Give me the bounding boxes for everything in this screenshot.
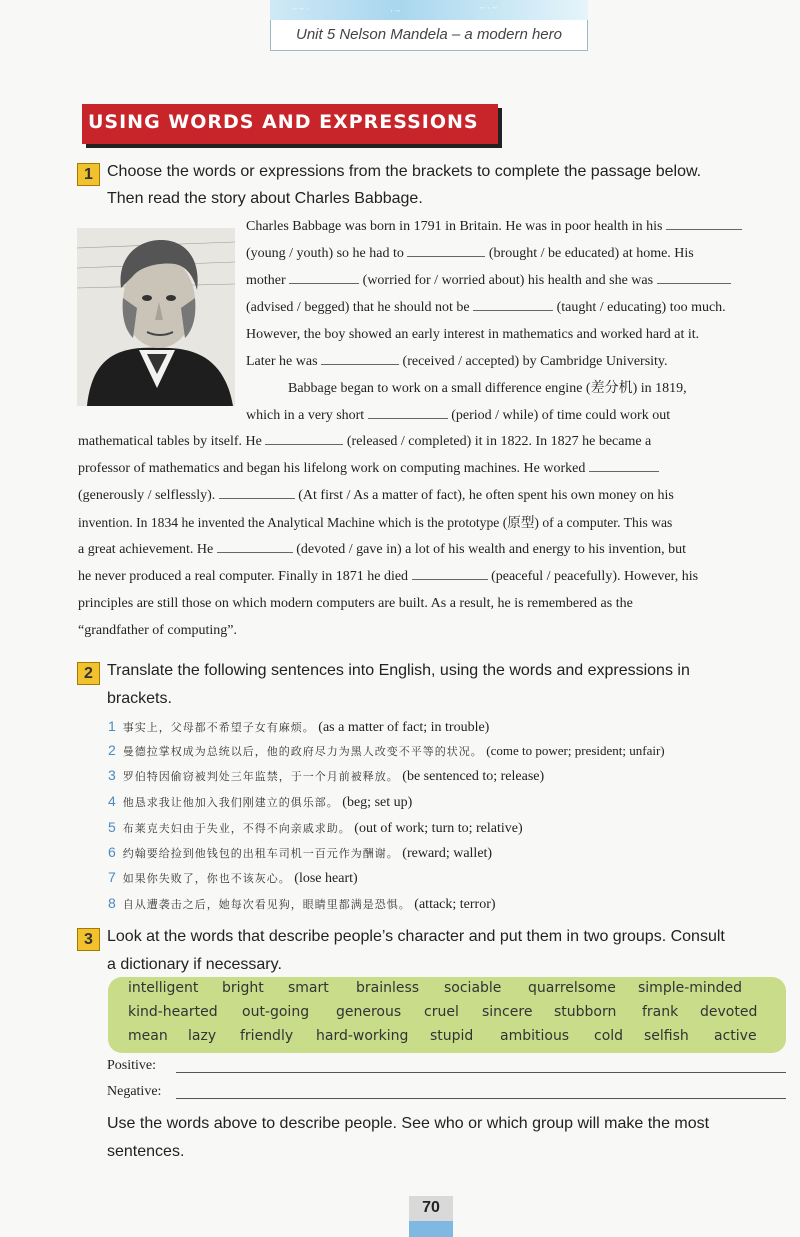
word-chip: devoted xyxy=(700,1004,758,1020)
hint-words: (lose heart) xyxy=(294,871,358,886)
passage-text: a great achievement. He xyxy=(78,542,214,557)
passage-text: (At first / As a matter of fact), he often spent his own money on his xyxy=(298,488,674,503)
passage-line-3 xyxy=(246,268,731,294)
chinese-sentence: 自从遭袭击之后，她每次看见狗，眼睛里都满是恐惧。 xyxy=(122,898,411,911)
passage-text: (period / while) of time could work out xyxy=(451,408,671,423)
passage-text: he never produced a real computer. Finally in 1871 he died xyxy=(78,569,409,584)
section-banner xyxy=(82,104,498,144)
passage-line-6 xyxy=(246,349,668,375)
passage-line-10 xyxy=(78,456,659,482)
answer-blank-12[interactable] xyxy=(412,565,488,580)
page-number-tab xyxy=(409,1196,453,1237)
passage-line-2 xyxy=(246,241,694,267)
word-chip: frank xyxy=(642,1004,679,1020)
task2-instruction-line2: brackets. xyxy=(107,690,172,707)
translation-item xyxy=(108,765,544,787)
passage-line-8 xyxy=(246,403,670,429)
hint-words: (come to power; president; unfair) xyxy=(486,743,665,758)
passage-text: Charles Babbage was born in 1791 in Britain. He was in poor health in his xyxy=(246,219,663,234)
section-title: USING WORDS AND EXPRESSIONS xyxy=(88,111,479,133)
passage-text: mother xyxy=(246,273,286,288)
answer-blank-3[interactable] xyxy=(289,269,359,284)
item-number: 5 xyxy=(108,819,116,835)
word-chip: mean xyxy=(128,1028,168,1044)
passage-text: (peaceful / peacefully). However, his xyxy=(491,569,699,584)
answer-blank-5[interactable] xyxy=(473,296,553,311)
chinese-sentence: 罗伯特因偷窃被判处三年监禁，于一个月前被释放。 xyxy=(122,770,399,783)
answer-blank-10[interactable] xyxy=(219,484,295,499)
passage-text: Later he was xyxy=(246,354,318,369)
passage-text: principles are still those on which modern computers are built. As a result, he is remembered as the xyxy=(78,596,633,611)
chinese-sentence: 如果你失败了，你也不该灰心。 xyxy=(122,872,291,885)
answer-blank-4[interactable] xyxy=(657,269,731,284)
word-chip: kind-hearted xyxy=(128,1004,218,1020)
passage-text: (received / accepted) by Cambridge University. xyxy=(402,354,668,369)
word-chip: ambitious xyxy=(500,1028,570,1044)
word-chip: hard-working xyxy=(316,1028,409,1044)
task3-followup-line1: Use the words above to describe people. See who or which group will make the most xyxy=(107,1115,710,1132)
item-number: 1 xyxy=(108,718,116,734)
task2-instruction-line1: Translate the following sentences into English, using the words and expressions in xyxy=(107,662,690,679)
hint-words: (be sentenced to; release) xyxy=(402,769,545,784)
word-chip: quarrelsome xyxy=(528,980,616,996)
passage-text: (worried for / worried about) his health and she was xyxy=(362,273,654,288)
passage-text: (released / completed) it in 1822. In 1827 he became a xyxy=(346,434,652,449)
chinese-sentence: 事实上，父母都不希望子女有麻烦。 xyxy=(122,721,315,734)
answer-blank-7[interactable] xyxy=(368,404,448,419)
unit-title: Unit 5 Nelson Mandela – a modern hero xyxy=(270,20,588,51)
answer-blank-9[interactable] xyxy=(589,457,659,472)
translation-item xyxy=(108,740,665,762)
word-chip: active xyxy=(714,1028,757,1044)
answer-blank-6[interactable] xyxy=(321,350,399,365)
passage-text: (devoted / gave in) a lot of his wealth and energy to his invention, but xyxy=(296,542,686,557)
item-number: 6 xyxy=(108,844,116,860)
answer-blank-2[interactable] xyxy=(407,242,485,257)
word-chip: friendly xyxy=(240,1028,294,1044)
word-chip: cruel xyxy=(424,1004,459,1020)
negative-answer-line[interactable] xyxy=(176,1098,786,1099)
answer-blank-11[interactable] xyxy=(217,538,293,553)
answer-blank-1[interactable] xyxy=(666,215,742,230)
passage-text: Babbage began to work on a small difference engine (差分机) in 1819, xyxy=(288,381,687,396)
header-decoration: ~ ~ · · ~ ~ · ~ xyxy=(270,0,588,20)
negative-label: Negative: xyxy=(107,1084,162,1099)
item-number: 2 xyxy=(108,742,116,758)
positive-label: Positive: xyxy=(107,1058,157,1073)
word-chip: generous xyxy=(336,1004,402,1020)
item-number: 8 xyxy=(108,895,116,911)
passage-text: (generously / selflessly). xyxy=(78,488,216,503)
word-chip: bright xyxy=(222,980,264,996)
word-chip: simple-minded xyxy=(638,980,743,996)
positive-answer-line[interactable] xyxy=(176,1072,786,1073)
page-number: 70 xyxy=(422,1199,440,1216)
passage-text: which in a very short xyxy=(246,408,365,423)
passage-line-5 xyxy=(246,322,699,348)
word-chip: out-going xyxy=(242,1004,310,1020)
word-chip: sociable xyxy=(444,980,502,996)
page-tab-accent xyxy=(409,1221,453,1237)
passage-text: invention. In 1834 he invented the Analytical Machine which is the prototype (原型) of a computer. This was xyxy=(78,515,673,530)
passage-text: (brought / be educated) at home. His xyxy=(488,246,694,261)
passage-line-9 xyxy=(78,429,651,455)
translation-item xyxy=(108,817,523,839)
word-chip: cold xyxy=(594,1028,624,1044)
word-chip: sincere xyxy=(482,1004,533,1020)
hint-words: (beg; set up) xyxy=(342,795,413,810)
task-number-2: 2 xyxy=(77,662,100,685)
item-number: 7 xyxy=(108,869,116,885)
item-number: 4 xyxy=(108,793,116,809)
task-number-3: 3 xyxy=(77,928,100,951)
passage-text: (young / youth) so he had to xyxy=(246,246,404,261)
translation-item xyxy=(108,716,489,738)
word-chip: intelligent xyxy=(128,980,199,996)
translation-item xyxy=(108,893,496,915)
translation-item xyxy=(108,842,492,864)
word-chip: selfish xyxy=(644,1028,689,1044)
task3-instruction-line1: Look at the words that describe people’s character and put them in two groups. Consult xyxy=(107,928,725,945)
passage-text: (taught / educating) too much. xyxy=(556,300,726,315)
translation-item xyxy=(108,791,412,813)
hint-words: (reward; wallet) xyxy=(402,846,493,861)
charles-babbage-portrait xyxy=(77,228,235,406)
passage-line-4 xyxy=(246,295,726,321)
passage-line-12 xyxy=(78,510,672,536)
word-chip: brainless xyxy=(356,980,420,996)
word-chip: stupid xyxy=(430,1028,474,1044)
task1-instruction-line2: Then read the story about Charles Babbage. xyxy=(107,190,423,207)
hint-words: (as a matter of fact; in trouble) xyxy=(318,720,490,735)
hint-words: (attack; terror) xyxy=(414,897,496,912)
passage-text: mathematical tables by itself. He xyxy=(78,434,262,449)
passage-line-11 xyxy=(78,483,674,509)
passage-line-14 xyxy=(78,564,698,590)
passage-line-1 xyxy=(246,214,742,240)
passage-text: (advised / begged) that he should not be xyxy=(246,300,470,315)
chinese-sentence: 他恳求我让他加入我们刚建立的俱乐部。 xyxy=(122,796,339,809)
passage-line-7 xyxy=(288,376,687,402)
word-chip: smart xyxy=(288,980,329,996)
answer-blank-8[interactable] xyxy=(265,430,343,445)
word-chip: stubborn xyxy=(554,1004,617,1020)
passage-text: However, the boy showed an early interest in mathematics and worked hard at it. xyxy=(246,327,700,342)
item-number: 3 xyxy=(108,767,116,783)
passage-line-13 xyxy=(78,537,686,563)
task3-followup-line2: sentences. xyxy=(107,1143,185,1160)
task3-instruction-line2: a dictionary if necessary. xyxy=(107,956,282,973)
task1-instruction-line1: Choose the words or expressions from the brackets to complete the passage below. xyxy=(107,163,702,180)
word-box xyxy=(108,977,786,1053)
hint-words: (out of work; turn to; relative) xyxy=(354,821,523,836)
translation-item xyxy=(108,867,358,889)
chinese-sentence: 约翰要给捡到他钱包的出租车司机一百元作为酬谢。 xyxy=(122,847,399,860)
passage-text: professor of mathematics and began his lifelong work on computing machines. He worked xyxy=(78,461,586,476)
word-chip: lazy xyxy=(188,1028,217,1044)
passage-line-15 xyxy=(78,591,633,617)
task-number-1: 1 xyxy=(77,163,100,186)
chinese-sentence: 曼德拉掌权成为总统以后，他的政府尽力为黑人改变不平等的状况。 xyxy=(122,745,483,758)
chinese-sentence: 布莱克夫妇由于失业，不得不向亲戚求助。 xyxy=(122,822,351,835)
passage-line-16 xyxy=(78,618,237,644)
passage-text: “grandfather of computing”. xyxy=(78,623,237,638)
